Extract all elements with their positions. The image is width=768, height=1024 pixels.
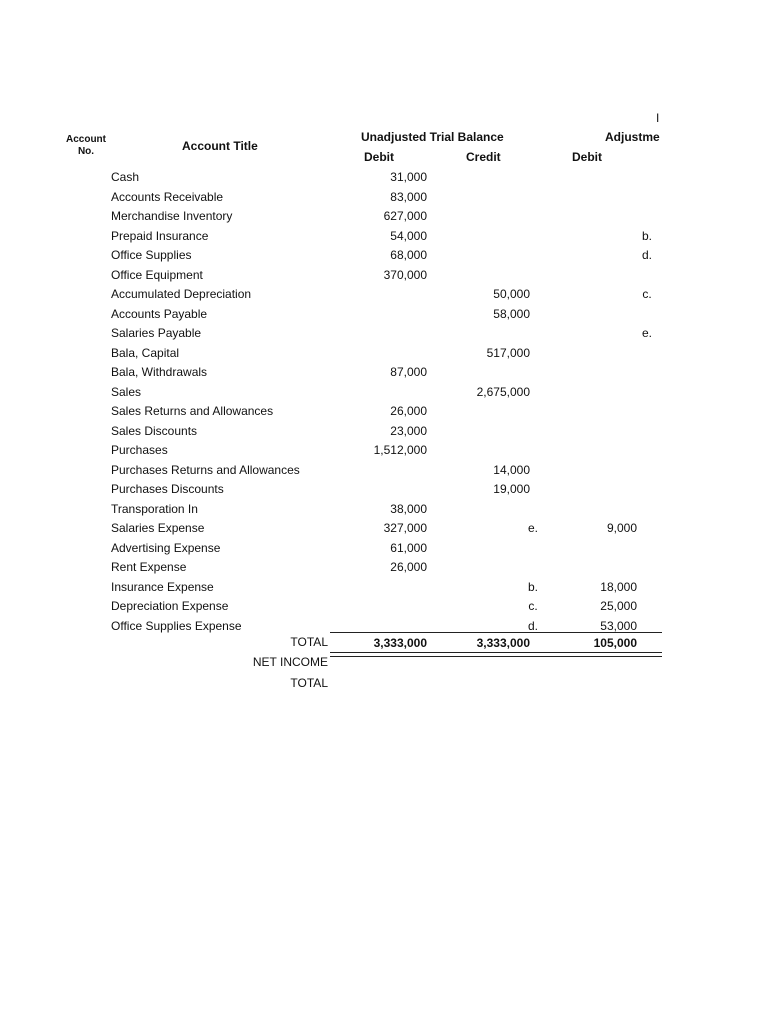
account-title-cell: Salaries Payable bbox=[111, 326, 202, 340]
adjustment-ref-cell: b. bbox=[527, 579, 538, 594]
table-row bbox=[0, 285, 768, 305]
adjustment-ref-cell: d. bbox=[527, 618, 538, 633]
unadjusted-credit-cell: 58,000 bbox=[493, 306, 530, 321]
adjustments-debit-cell: 25,000 bbox=[600, 599, 637, 613]
account-title-cell: Purchases bbox=[111, 443, 168, 457]
unadjusted-debit-cell: 26,000 bbox=[390, 560, 427, 574]
account-no-line1: Account bbox=[66, 134, 106, 145]
table-row bbox=[0, 227, 768, 247]
table-row bbox=[0, 344, 768, 364]
table-row bbox=[0, 363, 768, 383]
account-title-cell: Office Equipment bbox=[111, 267, 203, 282]
table-row bbox=[0, 597, 768, 617]
account-title-cell: Advertising Expense bbox=[111, 540, 221, 555]
table-row bbox=[0, 207, 768, 227]
account-no-header bbox=[60, 134, 112, 158]
account-title-cell: Office Supplies bbox=[111, 248, 192, 262]
adjustments-debit-cell: 9,000 bbox=[606, 521, 637, 535]
unadjusted-debit-cell: 23,000 bbox=[390, 423, 427, 438]
adjustment-credit-ref-cell: d. bbox=[641, 248, 652, 262]
table-row bbox=[0, 305, 768, 325]
table-row bbox=[0, 441, 768, 461]
unadjusted-debit-cell: 87,000 bbox=[390, 365, 427, 379]
totals-top-rule bbox=[330, 632, 662, 633]
account-title-cell: Merchandise Inventory bbox=[111, 209, 233, 223]
adjustment-credit-ref-cell: b. bbox=[641, 228, 652, 243]
account-title-cell: Depreciation Expense bbox=[111, 599, 229, 613]
account-title-cell: Bala, Withdrawals bbox=[111, 365, 208, 379]
table-row bbox=[0, 558, 768, 578]
adjustments-header: Adjustme bbox=[605, 130, 660, 144]
account-title-cell: Transporation In bbox=[111, 501, 198, 516]
unadjusted-trial-balance-header: Unadjusted Trial Balance bbox=[361, 130, 504, 144]
table-row bbox=[0, 500, 768, 520]
account-title-cell: Cash bbox=[111, 170, 140, 184]
table-row bbox=[0, 168, 768, 188]
unadjusted-credit-header: Credit bbox=[466, 150, 501, 164]
unadjusted-debit-cell: 31,000 bbox=[390, 170, 427, 184]
account-title-cell: Insurance Expense bbox=[111, 579, 214, 594]
adjustments-debit-cell: 18,000 bbox=[600, 579, 637, 594]
unadjusted-credit-cell: 50,000 bbox=[493, 287, 530, 301]
table-row bbox=[0, 422, 768, 442]
table-row bbox=[0, 480, 768, 500]
account-title-cell: Sales Returns and Allowances bbox=[111, 404, 274, 418]
corner-mark: I bbox=[656, 111, 660, 125]
unadjusted-debit-cell: 68,000 bbox=[390, 248, 427, 262]
table-row bbox=[0, 383, 768, 403]
total-label: TOTAL bbox=[290, 635, 328, 649]
account-title-header: Account Title bbox=[182, 139, 258, 153]
account-title-cell: Sales Discounts bbox=[111, 423, 198, 438]
table-row bbox=[0, 266, 768, 286]
account-title-cell: Prepaid Insurance bbox=[111, 228, 209, 243]
account-title-cell: Sales bbox=[111, 384, 142, 399]
table-row bbox=[0, 617, 768, 637]
account-title-cell: Accounts Payable bbox=[111, 306, 208, 321]
adjustments-debit-header: Debit bbox=[572, 150, 602, 164]
total-unadjusted-credit: 3,333,000 bbox=[476, 636, 530, 650]
total-unadjusted-debit: 3,333,000 bbox=[373, 636, 427, 650]
unadjusted-credit-cell: 19,000 bbox=[493, 482, 530, 496]
table-row bbox=[0, 246, 768, 266]
grand-total-label: TOTAL bbox=[290, 676, 328, 690]
account-title-cell: Salaries Expense bbox=[111, 521, 205, 535]
account-title-cell: Purchases Returns and Allowances bbox=[111, 462, 300, 477]
unadjusted-credit-cell: 2,675,000 bbox=[476, 384, 530, 399]
account-no-line2: No. bbox=[77, 146, 95, 157]
unadjusted-debit-cell: 38,000 bbox=[390, 501, 427, 516]
net-income-label: NET INCOME bbox=[252, 655, 328, 669]
adjustment-ref-cell: c. bbox=[528, 599, 538, 613]
unadjusted-debit-cell: 327,000 bbox=[383, 521, 427, 535]
table-row bbox=[0, 461, 768, 481]
unadjusted-debit-cell: 370,000 bbox=[383, 267, 427, 282]
unadjusted-debit-cell: 54,000 bbox=[390, 228, 427, 243]
unadjusted-credit-cell: 517,000 bbox=[486, 345, 530, 360]
total-adjustments-debit: 105,000 bbox=[593, 636, 637, 650]
unadjusted-debit-cell: 83,000 bbox=[390, 189, 427, 204]
account-title-cell: Rent Expense bbox=[111, 560, 187, 574]
table-row bbox=[0, 402, 768, 422]
unadjusted-debit-cell: 1,512,000 bbox=[373, 443, 427, 457]
account-title-cell: Office Supplies Expense bbox=[111, 618, 242, 633]
totals-double-rule bbox=[330, 652, 662, 657]
table-row bbox=[0, 539, 768, 559]
table-row bbox=[0, 324, 768, 344]
adjustment-ref-cell: e. bbox=[527, 521, 538, 535]
account-title-cell: Accounts Receivable bbox=[111, 189, 224, 204]
account-title-cell: Accumulated Depreciation bbox=[111, 287, 252, 301]
table-row bbox=[0, 578, 768, 598]
adjustment-credit-ref-cell: e. bbox=[641, 326, 652, 340]
unadjusted-debit-header: Debit bbox=[364, 150, 394, 164]
unadjusted-debit-cell: 26,000 bbox=[390, 404, 427, 418]
unadjusted-debit-cell: 627,000 bbox=[383, 209, 427, 223]
unadjusted-credit-cell: 14,000 bbox=[493, 462, 530, 477]
adjustment-credit-ref-cell: c. bbox=[642, 287, 652, 301]
table-row bbox=[0, 519, 768, 539]
table-row bbox=[0, 188, 768, 208]
account-title-cell: Bala, Capital bbox=[111, 345, 180, 360]
adjustments-debit-cell: 53,000 bbox=[600, 618, 637, 633]
unadjusted-debit-cell: 61,000 bbox=[390, 540, 427, 555]
account-title-cell: Purchases Discounts bbox=[111, 482, 224, 496]
